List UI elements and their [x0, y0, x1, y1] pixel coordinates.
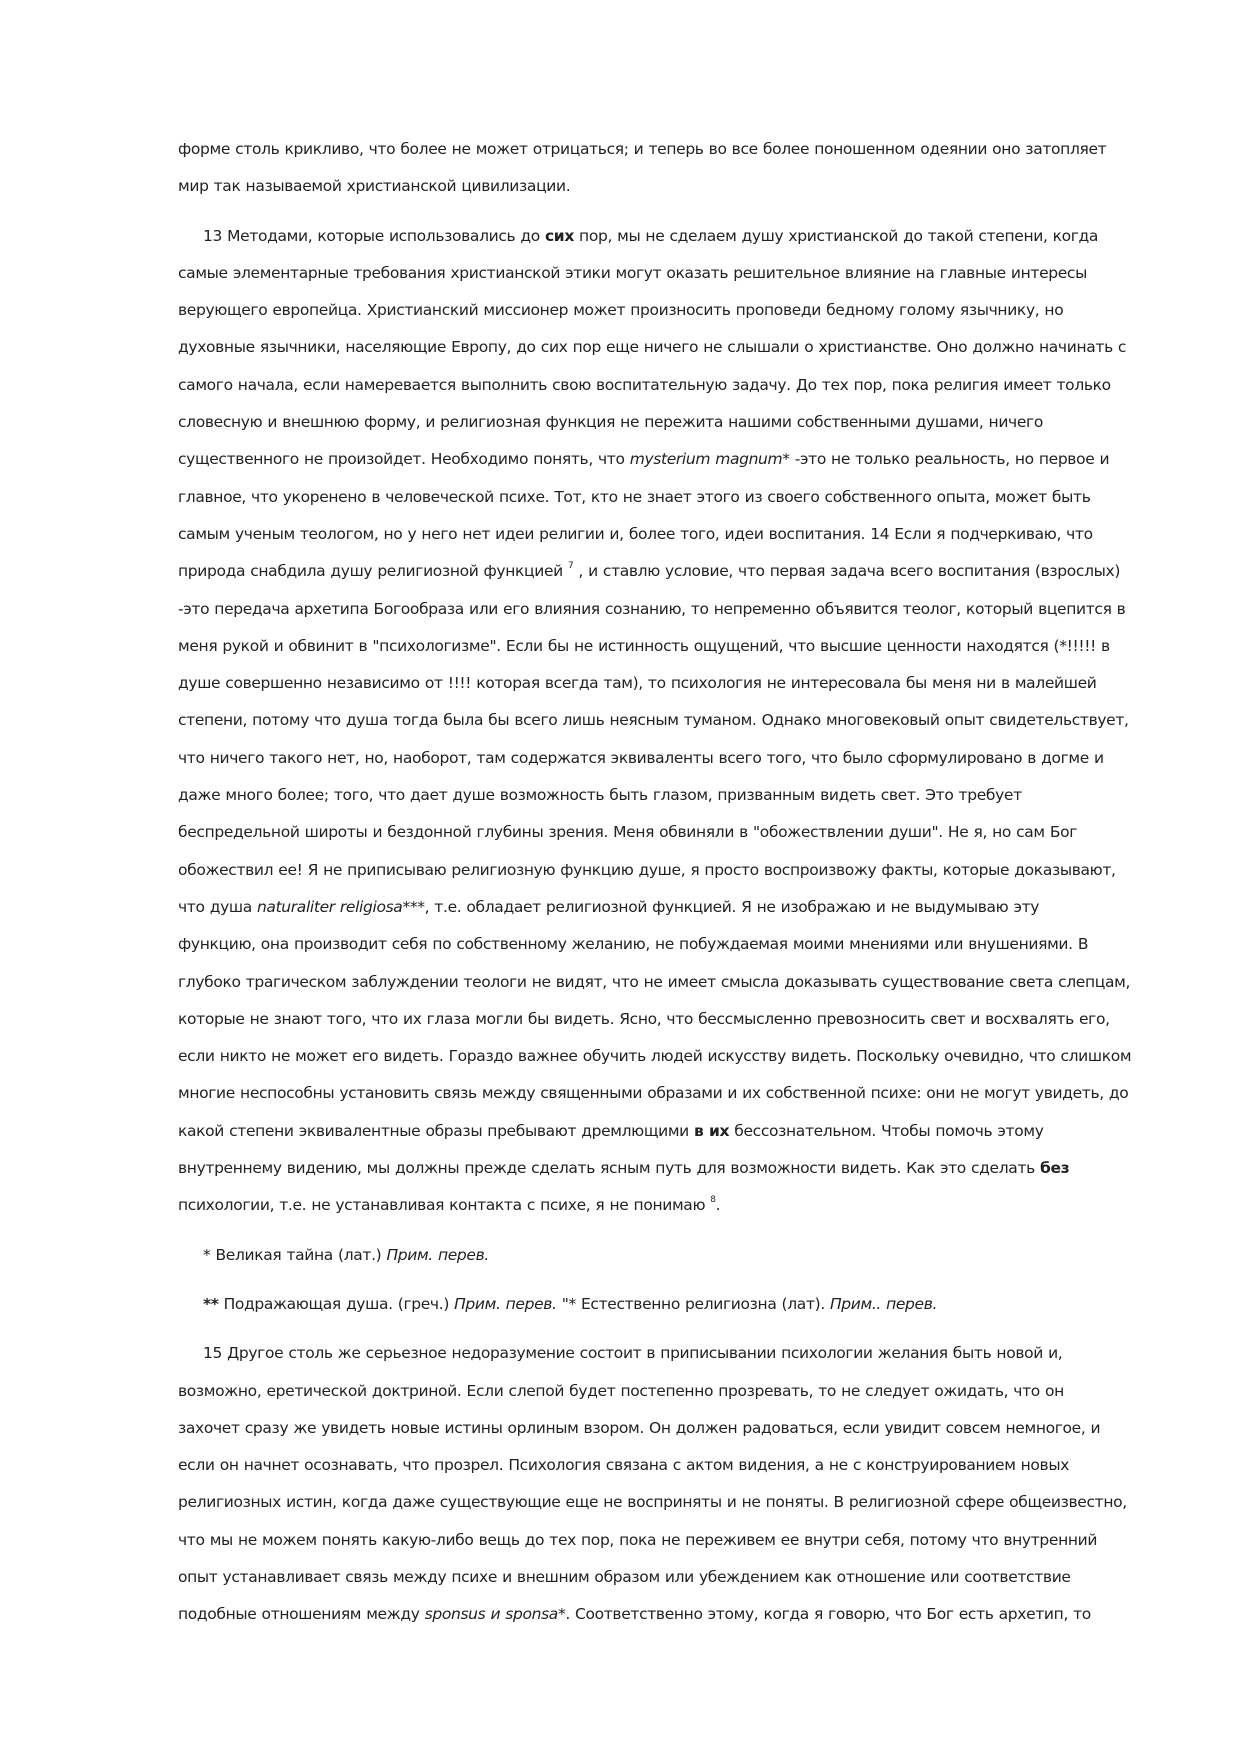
text-line: [178, 441, 1153, 478]
text-line: [178, 1410, 1153, 1447]
text-line: [178, 852, 1153, 889]
text-run: самого начала, если намеревается выполнить свою воспитательную задачу. До тех пор, пока религия имеет только: [178, 375, 1111, 394]
text-line: [178, 1286, 1153, 1323]
text-run: главное, что укоренено в человеческой психе. Тот, кто не знает этого из своего собственного опыта, может быть: [178, 487, 1091, 506]
text-line: [178, 1113, 1153, 1150]
text-run: * Великая тайна (лат.): [203, 1245, 387, 1264]
paragraph-gap: [178, 1274, 1153, 1286]
text-run: 15 Другое столь же серьезное недоразумение состоит в приписывании психологии желания быть новой и,: [203, 1344, 1063, 1363]
text-run: функцию, она производит себя по собственному желанию, не побуждаемая моими мнениями или внушениями. В: [178, 935, 1089, 954]
text-run: религиозных истин, когда даже существующие еще не восприняты и не поняты. В религиозной сфере общеизвестно,: [178, 1493, 1127, 1512]
italic-text: Прим. перев.: [454, 1294, 557, 1313]
text-run: опыт устанавливает связь между психе и внешним образом или убеждением как отношение или соответствие: [178, 1567, 1071, 1586]
text-line: [178, 1187, 1153, 1224]
paragraph-gap: [178, 1323, 1153, 1335]
text-run: внутреннему видению, мы должны прежде сделать ясным путь для возможности видеть. Как это сделать: [178, 1159, 1040, 1178]
bold-text: **: [203, 1294, 219, 1313]
text-line: [178, 255, 1153, 292]
paragraph-gap: [178, 1225, 1153, 1237]
text-line: [178, 926, 1153, 963]
text-run: захочет сразу же увидеть новые истины орлиным взором. Он должен радоваться, если увидит совсем немногое, и: [178, 1418, 1101, 1437]
text-line: [178, 628, 1153, 665]
text-run: словесную и внешнюю форму, и религиозная функция не пережита нашими собственными душами, ничего: [178, 413, 1043, 432]
text-run: пор, мы не сделаем душу христианской до такой степени, когда: [573, 226, 1099, 245]
text-run: меня рукой и обвинит в "психологизме". Если бы не истинность ощущений, что высшие ценности находятся (*!!!!! в: [178, 636, 1110, 655]
text-line: [178, 814, 1153, 851]
text-run: беспредельной широты и бездонной глубины зрения. Меня обвиняли в "обожествлении души". Не я, но сам Бог: [178, 823, 1078, 842]
text-run: глубоко трагическом заблуждении теологи не видят, что не имеет смысла доказывать существование света слепцам,: [178, 972, 1131, 991]
text-line: [178, 702, 1153, 739]
text-run: , и ставлю условие, что первая задача всего воспитания (взрослых): [573, 562, 1121, 581]
italic-text: mysterium magnum*: [629, 450, 790, 469]
text-run: существенного не произойдет. Необходимо понять, что: [178, 450, 630, 469]
bold-text: без: [1040, 1159, 1070, 1178]
text-run: степени, потому что душа тогда была бы всего лишь неясным туманом. Однако многовековый опыт свидетельствует,: [178, 711, 1129, 730]
text-run: душе совершенно независимо от !!!! которая всегда там), то психология не интересовала бы меня ни в малейшей: [178, 674, 1097, 693]
text-run: природа снабдила душу религиозной функцией: [178, 562, 568, 581]
text-run: -это не только реальность, но первое и: [789, 450, 1110, 469]
text-run: какой степени эквивалентные образы пребывают дремлющими: [178, 1121, 694, 1140]
text-run: если он начнет осознавать, что прозрел. Психология связана с актом видения, а не с конструированием новых: [178, 1456, 1070, 1475]
text-line: [178, 479, 1153, 516]
text-line: [178, 367, 1153, 404]
text-run: самым ученым теологом, но у него нет идеи религии и, более того, идеи воспитания. 14 Если я подчеркиваю, что: [178, 524, 1093, 543]
text-line: [178, 591, 1153, 628]
document-page: [178, 131, 1153, 1634]
text-run: психологии, т.е. не устанавливая контакта с психе, я не понимаю: [178, 1196, 711, 1215]
text-run: "* Естественно религиозна (лат).: [556, 1294, 830, 1313]
text-line: [178, 1373, 1153, 1410]
text-run: даже много более; того, что дает душе возможность быть глазом, призванным видеть свет. Это требует: [178, 786, 1022, 805]
text-run: бессознательном. Чтобы помочь этому: [729, 1121, 1044, 1140]
text-run: , т.е. обладает религиозной функцией. Я не изображаю и не выдумываю эту: [424, 897, 1040, 916]
text-line: [178, 553, 1153, 590]
footnote-ref: 8: [710, 1195, 716, 1206]
text-run: 13 Методами, которые использовались до: [203, 226, 545, 245]
text-line: [178, 1559, 1153, 1596]
text-run: что мы не можем понять какую-либо вещь до тех пор, пока не переживем ее внутри себя, потому что внутренний: [178, 1530, 1098, 1549]
text-line: [178, 1484, 1153, 1521]
text-line: [178, 292, 1153, 329]
text-line: [178, 131, 1153, 168]
text-line: [178, 1596, 1153, 1633]
text-run: многие неспособны установить связь между священными образами и их собственной психе: они не могут увидеть, до: [178, 1084, 1129, 1103]
text-line: [178, 1075, 1153, 1112]
text-line: [178, 1522, 1153, 1559]
italic-text: Прим. перев.: [386, 1245, 489, 1264]
text-line: [178, 777, 1153, 814]
italic-text: sponsus и sponsa*: [424, 1605, 566, 1624]
text-run: возможно, еретической доктриной. Если слепой будет постепенно прозревать, то не следует ожидать, что он: [178, 1381, 1064, 1400]
text-run: мир так называемой христианской цивилизации.: [178, 177, 571, 196]
text-line: [178, 1001, 1153, 1038]
text-line: [178, 665, 1153, 702]
italic-text: Прим.. перев.: [829, 1294, 938, 1313]
text-line: [178, 218, 1153, 255]
text-run: духовные язычники, населяющие Европу, до сих пор еще ничего не слышали о христианстве. Оно должно начинать с: [178, 338, 1127, 357]
text-line: [178, 1038, 1153, 1075]
italic-text: naturaliter religiosa***: [256, 897, 425, 916]
text-run: . Соответственно этому, когда я говорю, что Бог есть архетип, то: [565, 1605, 1091, 1624]
text-run: .: [715, 1196, 721, 1215]
text-line: [178, 1150, 1153, 1187]
paragraph-gap: [178, 206, 1153, 218]
text-run: которые не знают того, что их глаза могли бы видеть. Ясно, что бессмысленно превозносить свет и восхвалять его,: [178, 1009, 1110, 1028]
text-run: обожествил ее! Я не приписываю религиозную функцию душе, я просто воспроизвожу факты, которые доказывают,: [178, 860, 1116, 879]
text-line: [178, 329, 1153, 366]
text-run: Подражающая душа. (греч.): [218, 1294, 455, 1313]
text-line: [178, 1237, 1153, 1274]
text-line: [178, 516, 1153, 553]
bold-text: в их: [694, 1121, 730, 1140]
text-line: [178, 964, 1153, 1001]
text-run: что ничего такого нет, но, наоборот, там содержатся эквиваленты всего того, что было сформулировано в догме и: [178, 748, 1104, 767]
footnote-ref: 7: [567, 561, 574, 572]
text-run: что душа: [178, 897, 257, 916]
text-line: [178, 1447, 1153, 1484]
text-line: [178, 168, 1153, 205]
text-line: [178, 1335, 1153, 1372]
text-line: [178, 889, 1153, 926]
text-run: самые элементарные требования христианской этики могут оказать решительное влияние на главные интересы: [178, 263, 1087, 282]
text-line: [178, 740, 1153, 777]
text-line: [178, 404, 1153, 441]
text-run: верующего европейца. Христианский миссионер может произносить проповеди бедному голому язычнику, но: [178, 301, 1064, 320]
text-run: форме столь крикливо, что более не может отрицаться; и теперь во все более поношенном одеянии оно затопляет: [178, 140, 1107, 158]
bold-text: сих: [544, 226, 574, 245]
text-run: если никто не может его видеть. Гораздо важнее обучить людей искусству видеть. Поскольку очевидно, что слишком: [178, 1047, 1132, 1066]
text-run: подобные отношениям между: [178, 1605, 425, 1624]
text-run: -это передача архетипа Богообраза или его влияния сознанию, то непременно объявится теолог, который вцепится в: [178, 599, 1126, 618]
